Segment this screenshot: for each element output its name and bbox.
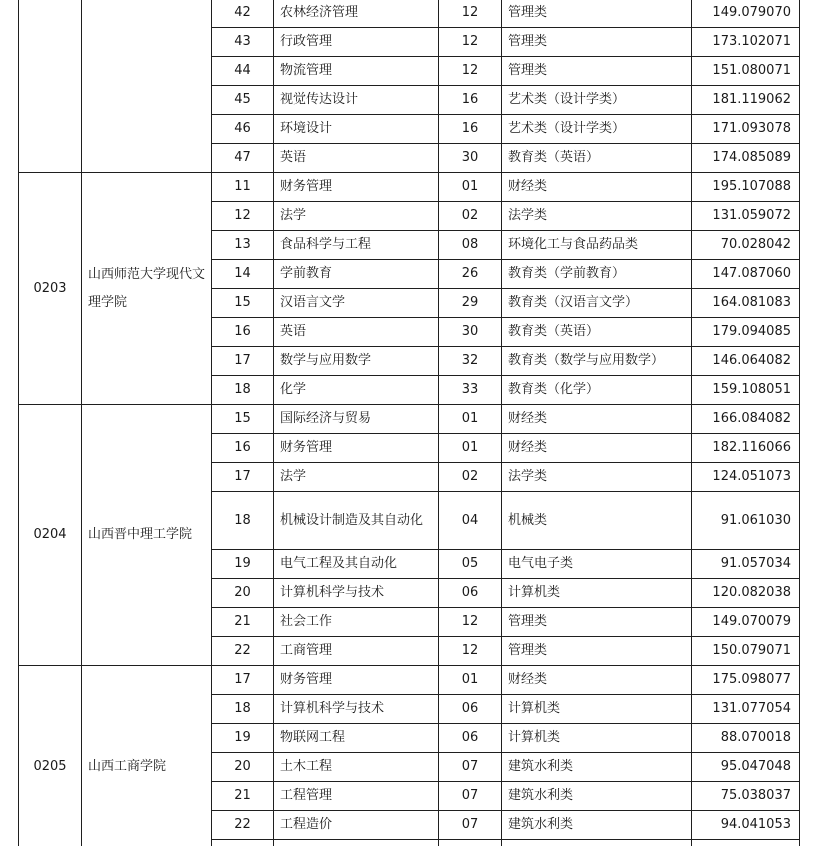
score-cell: 91.057034 [692,550,800,579]
major-name-cell: 财务管理 [274,666,439,695]
category-code-cell: 01 [439,666,502,695]
category-name-cell: 计算机类 [502,724,692,753]
score-cell: 151.080071 [692,57,800,86]
category-name-cell: 教育类（英语） [502,318,692,347]
category-name-cell: 财经类 [502,434,692,463]
major-number-cell: 17 [212,463,274,492]
category-name-cell: 环境化工与食品药品类 [502,231,692,260]
category-name-cell: 管理类 [502,0,692,28]
category-name-cell: 计算机类 [502,579,692,608]
category-name-cell: 法学类 [502,463,692,492]
score-cell: 159.108051 [692,376,800,405]
major-name-cell: 机械设计制造及其自动化 [274,492,439,550]
category-code-cell: 07 [439,782,502,811]
category-name-cell: 教育类（学前教育） [502,260,692,289]
category-name-cell: 财经类 [502,666,692,695]
major-name-cell: 土木工程 [274,753,439,782]
category-code-cell: 30 [439,144,502,173]
major-number-cell: 21 [212,608,274,637]
category-code-cell: 01 [439,434,502,463]
major-number-cell: 20 [212,579,274,608]
major-number-cell: 13 [212,231,274,260]
score-cell: 181.119062 [692,86,800,115]
score-cell: 166.084082 [692,405,800,434]
major-number-cell: 17 [212,347,274,376]
major-name-cell: 法学 [274,202,439,231]
category-name-cell: 管理类 [502,57,692,86]
major-name-cell: 社会工作 [274,608,439,637]
category-name-cell: 管理类 [502,608,692,637]
school-name-cell: 山西师范大学现代文理学院 [82,173,212,405]
major-number-cell: 21 [212,782,274,811]
score-cell: 175.098077 [692,666,800,695]
major-name-cell: 汉语言文学 [274,289,439,318]
category-code-cell: 06 [439,724,502,753]
major-name-cell: 电气工程及其自动化 [274,550,439,579]
major-name-cell: 工程造价 [274,811,439,840]
major-number-cell: 46 [212,115,274,144]
major-number-cell: 12 [212,202,274,231]
score-cell [692,840,800,846]
score-cell: 149.070079 [692,608,800,637]
category-code-cell: 33 [439,376,502,405]
table-row [19,0,800,28]
score-cell: 149.079070 [692,0,800,28]
score-cell: 195.107088 [692,173,800,202]
category-code-cell: 16 [439,86,502,115]
category-name-cell: 教育类（数学与应用数学） [502,347,692,376]
school-name-cell: 山西工商学院 [82,666,212,846]
major-name-cell: 食品科学与工程 [274,231,439,260]
score-cell: 150.079071 [692,637,800,666]
major-name-cell: 农林经济管理 [274,0,439,28]
major-number-cell: 14 [212,260,274,289]
admission-score-table [18,0,800,846]
major-number-cell [212,840,274,846]
school-code-cell: 0205 [19,666,82,846]
category-code-cell: 30 [439,318,502,347]
major-number-cell: 17 [212,666,274,695]
major-number-cell: 16 [212,434,274,463]
category-name-cell: 管理类 [502,637,692,666]
category-name-cell: 艺术类（设计学类） [502,86,692,115]
major-name-cell: 计算机科学与技术 [274,695,439,724]
category-code-cell: 06 [439,695,502,724]
score-cell: 147.087060 [692,260,800,289]
school-code-cell [19,0,82,173]
score-cell: 91.061030 [692,492,800,550]
major-number-cell: 18 [212,695,274,724]
score-cell: 75.038037 [692,782,800,811]
score-cell: 164.081083 [692,289,800,318]
table-row [19,405,800,434]
category-code-cell: 06 [439,579,502,608]
major-number-cell: 18 [212,376,274,405]
major-number-cell: 11 [212,173,274,202]
major-name-cell: 财务管理 [274,434,439,463]
major-name-cell: 英语 [274,144,439,173]
major-name-cell: 物流管理 [274,57,439,86]
category-name-cell: 建筑水利类 [502,782,692,811]
category-name-cell: 建筑水利类 [502,753,692,782]
major-name-cell: 数学与应用数学 [274,347,439,376]
school-code-cell: 0204 [19,405,82,666]
school-name-cell: 山西晋中理工学院 [82,405,212,666]
score-cell: 179.094085 [692,318,800,347]
category-name-cell: 教育类（化学） [502,376,692,405]
table-row [19,666,800,695]
category-code-cell: 07 [439,811,502,840]
major-name-cell: 财务管理 [274,173,439,202]
major-number-cell: 18 [212,492,274,550]
category-code-cell: 01 [439,173,502,202]
category-name-cell: 机械类 [502,492,692,550]
category-code-cell [439,840,502,846]
score-cell: 94.041053 [692,811,800,840]
category-code-cell: 08 [439,231,502,260]
score-cell: 182.116066 [692,434,800,463]
category-code-cell: 01 [439,405,502,434]
major-name-cell: 学前教育 [274,260,439,289]
category-name-cell: 艺术类（设计学类） [502,115,692,144]
major-number-cell: 22 [212,811,274,840]
score-cell: 124.051073 [692,463,800,492]
category-name-cell: 教育类（英语） [502,144,692,173]
category-code-cell: 12 [439,28,502,57]
major-number-cell: 45 [212,86,274,115]
major-number-cell: 47 [212,144,274,173]
category-code-cell: 12 [439,608,502,637]
major-number-cell: 16 [212,318,274,347]
major-number-cell: 42 [212,0,274,28]
major-name-cell: 计算机科学与技术 [274,579,439,608]
category-code-cell: 12 [439,637,502,666]
score-cell: 146.064082 [692,347,800,376]
category-code-cell: 04 [439,492,502,550]
category-name-cell: 建筑水利类 [502,811,692,840]
score-cell: 171.093078 [692,115,800,144]
major-name-cell [274,840,439,846]
major-number-cell: 15 [212,405,274,434]
category-code-cell: 07 [439,753,502,782]
category-code-cell: 32 [439,347,502,376]
school-name-cell [82,0,212,173]
major-name-cell: 英语 [274,318,439,347]
category-name-cell: 计算机类 [502,695,692,724]
score-cell: 174.085089 [692,144,800,173]
school-code-cell: 0203 [19,173,82,405]
category-code-cell: 02 [439,202,502,231]
score-cell: 70.028042 [692,231,800,260]
major-name-cell: 化学 [274,376,439,405]
category-name-cell: 法学类 [502,202,692,231]
major-number-cell: 19 [212,724,274,753]
score-cell: 120.082038 [692,579,800,608]
major-number-cell: 22 [212,637,274,666]
category-code-cell: 12 [439,57,502,86]
category-code-cell: 29 [439,289,502,318]
category-code-cell: 05 [439,550,502,579]
category-code-cell: 02 [439,463,502,492]
category-name-cell: 电气电子类 [502,550,692,579]
major-name-cell: 视觉传达设计 [274,86,439,115]
major-number-cell: 43 [212,28,274,57]
major-name-cell: 行政管理 [274,28,439,57]
score-cell: 131.077054 [692,695,800,724]
major-number-cell: 19 [212,550,274,579]
category-name-cell: 管理类 [502,28,692,57]
major-number-cell: 15 [212,289,274,318]
major-name-cell: 环境设计 [274,115,439,144]
major-name-cell: 工程管理 [274,782,439,811]
major-number-cell: 44 [212,57,274,86]
major-name-cell: 法学 [274,463,439,492]
category-code-cell: 12 [439,0,502,28]
score-cell: 88.070018 [692,724,800,753]
category-name-cell: 财经类 [502,173,692,202]
score-cell: 131.059072 [692,202,800,231]
major-name-cell: 工商管理 [274,637,439,666]
category-name-cell: 教育类（汉语言文学） [502,289,692,318]
major-name-cell: 国际经济与贸易 [274,405,439,434]
score-cell: 173.102071 [692,28,800,57]
major-number-cell: 20 [212,753,274,782]
category-code-cell: 16 [439,115,502,144]
category-code-cell: 26 [439,260,502,289]
score-cell: 95.047048 [692,753,800,782]
table-row [19,173,800,202]
category-name-cell: 财经类 [502,405,692,434]
major-name-cell: 物联网工程 [274,724,439,753]
table-body [19,0,800,846]
category-name-cell [502,840,692,846]
